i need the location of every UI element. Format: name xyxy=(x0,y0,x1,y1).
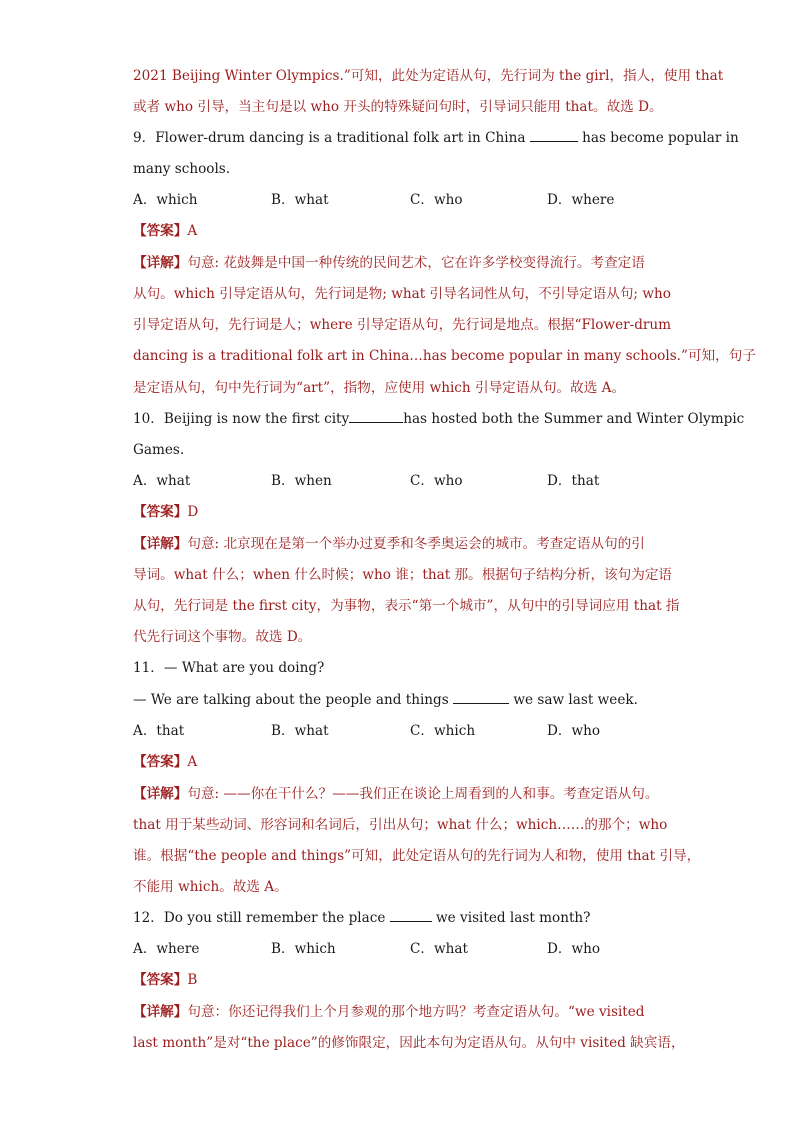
q12-answer: 【答案】B xyxy=(133,972,198,988)
q10-option-a: A．what xyxy=(133,473,191,489)
q9-option-c: C．who xyxy=(410,192,463,208)
question-10-stem: 10．Beijing is now the first city has hosted both the Summer and Winter Olympic xyxy=(133,411,745,427)
question-11-stem: 11．— What are you doing? xyxy=(133,660,325,676)
q9-detail-4: dancing is a traditional folk art in China…has become popular in many schools.”可知，句子 xyxy=(133,348,756,364)
q12-option-b: B．which xyxy=(271,941,336,957)
q10-answer: 【答案】D xyxy=(133,504,199,520)
q9-detail-1: 【详解】句意: 花鼓舞是中国一种传统的民间艺术，它在许多学校变得流行。考查定语 xyxy=(133,255,645,271)
q10-option-b: B．when xyxy=(271,473,332,489)
q11-option-b: B．what xyxy=(271,723,329,739)
q12-detail-2: last month”是对“the place”的修饰限定，因此本句为定语从句。从句中 visited 缺宾语， xyxy=(133,1035,685,1051)
answer-blank xyxy=(453,691,509,704)
q9-option-d: D．where xyxy=(547,192,615,208)
question-10-stem-cont: Games. xyxy=(133,442,185,458)
continuation-line-2: 或者 who 引导，当主句是以 who 开头的特殊疑问句时，引导词只能用 that。故选 D。 xyxy=(133,99,663,115)
q12-option-a: A．where xyxy=(133,941,200,957)
answer-blank xyxy=(530,129,578,142)
q11-answer: 【答案】A xyxy=(133,754,198,770)
q9-detail-5: 是定语从句，句中先行词为“art”，指物，应使用 which 引导定语从句。故选 A。 xyxy=(133,380,626,396)
q12-option-c: C．what xyxy=(410,941,468,957)
q11-option-a: A．that xyxy=(133,723,185,739)
q10-detail-1: 【详解】句意: 北京现在是第一个举办过夏季和冬季奥运会的城市。考查定语从句的引 xyxy=(133,536,645,552)
q11-option-d: D．who xyxy=(547,723,601,739)
q11-option-c: C．which xyxy=(410,723,476,739)
q11-detail-4: 不能用 which。故选 A。 xyxy=(133,879,288,895)
question-9-stem-cont: many schools. xyxy=(133,161,231,177)
q12-detail-1: 【详解】句意：你还记得我们上个月参观的那个地方吗？考查定语从句。“we visited xyxy=(133,1004,645,1020)
q10-option-c: C．who xyxy=(410,473,463,489)
q10-option-d: D．that xyxy=(547,473,600,489)
q11-detail-2: that 用于某些动词、形容词和名词后，引出从句；what 什么；which……的那个；who xyxy=(133,817,668,833)
q9-detail-2: 从句。which 引导定语从句，先行词是物; what 引导名词性从句，不引导定语从句; who xyxy=(133,286,671,302)
q11-detail-1: 【详解】句意: ——你在干什么？——我们正在谈论上周看到的人和事。考查定语从句。 xyxy=(133,786,659,802)
q9-option-b: B．what xyxy=(271,192,329,208)
q10-detail-2: 导词。what 什么；when 什么时候；who 谁；that 那。根据句子结构分析，该句为定语 xyxy=(133,567,673,583)
continuation-line-1: 2021 Beijing Winter Olympics.”可知，此处为定语从句，先行词为 the girl，指人，使用 that xyxy=(133,68,724,84)
answer-blank xyxy=(349,410,403,423)
q12-option-d: D．who xyxy=(547,941,601,957)
question-11-stem-cont: — We are talking about the people and things we saw last week. xyxy=(133,692,638,708)
question-9-stem: 9．Flower-drum dancing is a traditional folk art in China has become popular in xyxy=(133,130,739,146)
q10-detail-4: 代先行词这个事物。故选 D。 xyxy=(133,629,312,645)
answer-blank xyxy=(390,909,432,922)
q9-option-a: A．which xyxy=(133,192,198,208)
q9-detail-3: 引导定语从句，先行词是人；where 引导定语从句，先行词是地点。根据“Flower-drum xyxy=(133,317,672,333)
q11-detail-3: 谁。根据“the people and things”可知，此处定语从句的先行词为人和物，使用 that 引导， xyxy=(133,848,701,864)
q10-detail-3: 从句，先行词是 the first city，为事物，表示“第一个城市”，从句中的引导词应用 that 指 xyxy=(133,598,680,614)
question-12-stem: 12．Do you still remember the place we visited last month? xyxy=(133,910,591,926)
q9-answer: 【答案】A xyxy=(133,223,198,239)
